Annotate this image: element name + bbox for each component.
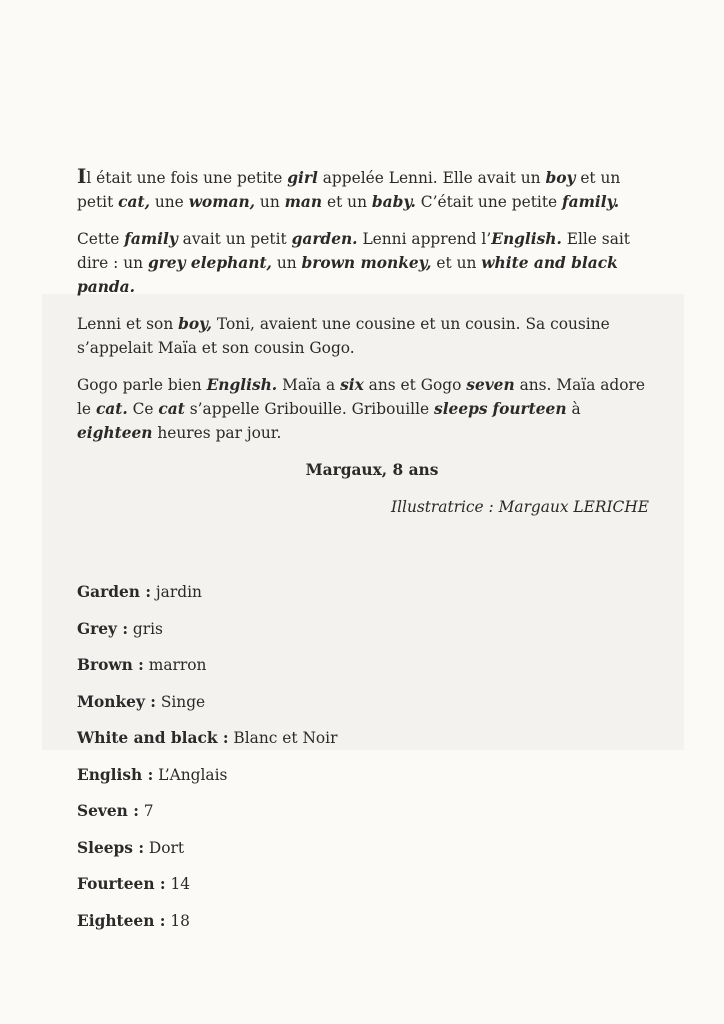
story-paragraph-3 [77, 312, 657, 360]
text: Maïa a [277, 376, 341, 394]
story-paragraph-2 [77, 227, 657, 299]
english-word: girl [287, 169, 318, 187]
english-word: fourteen [492, 400, 567, 418]
english-word: English. [206, 376, 278, 394]
text: C’était une petite [415, 193, 563, 211]
glossary-row-monkey [77, 690, 637, 727]
glossary-definition: Blanc et Noir [228, 729, 338, 747]
english-word: man [284, 193, 323, 211]
english-word: white and black panda. [77, 254, 618, 296]
text: Toni, avaient une cousine et un cousin. Sa cousine s’appelait Maïa et son cousin Gogo. [77, 315, 610, 357]
glossary-definition: jardin [151, 583, 202, 601]
english-word: family. [562, 193, 620, 211]
glossary-list [77, 580, 637, 945]
english-word: boy, [178, 315, 212, 333]
text: ans et Gogo [363, 376, 467, 394]
english-word: baby. [371, 193, 416, 211]
text: à [566, 400, 581, 418]
glossary-term: Garden : [77, 583, 152, 601]
glossary-definition: 18 [165, 911, 190, 930]
glossary-term: Fourteen : [77, 875, 166, 893]
glossary-row-seven [77, 799, 637, 836]
english-word: cat [158, 400, 185, 418]
glossary-term: Sleeps : [77, 838, 145, 857]
glossary-term: English : [77, 765, 154, 784]
glossary-term: Monkey : [77, 692, 156, 711]
english-word: boy [545, 169, 576, 187]
english-word: brown monkey, [301, 254, 432, 272]
english-word: garden. [291, 230, 358, 248]
glossary-definition: 14 [165, 875, 191, 893]
text: heures par jour. [152, 424, 282, 442]
text: Cette [77, 230, 125, 248]
story-paragraph-1 [77, 164, 657, 214]
text: Ce [127, 400, 159, 418]
text: une [149, 193, 189, 211]
story-text [77, 164, 657, 532]
glossary-term: White and black : [77, 729, 229, 747]
english-word: sleeps [434, 400, 488, 418]
text: avait un petit [177, 230, 292, 248]
text: un [271, 254, 302, 272]
glossary-row-fourteen [77, 872, 637, 909]
english-word: woman, [188, 193, 256, 211]
glossary-definition: L’Anglais [153, 765, 228, 784]
glossary-definition: Singe [155, 692, 206, 711]
glossary-definition: gris [128, 619, 163, 638]
text: et un petit [77, 169, 621, 211]
text: ans. Maïa adore le [77, 376, 646, 418]
glossary-row-english [77, 763, 637, 800]
glossary-term: Brown : [77, 656, 144, 674]
glossary-row-white-and-black [77, 726, 637, 763]
glossary-term: Eighteen : [77, 911, 166, 930]
text: Elle sait dire : un [77, 230, 630, 272]
author-line: Margaux, 8 ans [305, 461, 439, 479]
glossary-term: Seven : [77, 802, 139, 820]
glossary-row-grey [77, 617, 637, 654]
glossary-definition: Dort [144, 838, 185, 857]
text: et un [431, 254, 482, 272]
english-word: cat, [118, 193, 150, 211]
english-word: English. [491, 230, 562, 248]
text: l était une fois une petite [86, 169, 288, 187]
text: Lenni apprend l’ [357, 230, 492, 248]
english-word: eighteen [77, 424, 153, 442]
glossary-row-garden [77, 580, 637, 617]
text: un [255, 193, 285, 211]
glossary-definition: marron [143, 656, 207, 674]
english-word: seven [466, 376, 515, 394]
text: s’appelle Gribouille. Gribouille [184, 400, 435, 418]
story-paragraph-4 [77, 373, 657, 445]
english-word: cat. [95, 400, 128, 418]
english-word: family [124, 230, 178, 248]
drop-cap: I [77, 164, 87, 188]
text: et un [322, 193, 372, 211]
text: appelée Lenni. Elle avait un [317, 169, 546, 187]
illustrator-credit: Illustratrice : Margaux LERICHE [391, 498, 649, 516]
glossary-row-eighteen [77, 909, 637, 946]
english-word: grey elephant, [147, 254, 272, 272]
english-word: six [340, 376, 364, 394]
glossary-row-brown [77, 653, 637, 690]
glossary-definition: 7 [138, 802, 154, 820]
text: Gogo parle bien [77, 376, 207, 394]
text: Lenni et son [77, 315, 179, 333]
glossary-term: Grey : [77, 619, 129, 638]
glossary-row-sleeps [77, 836, 637, 873]
